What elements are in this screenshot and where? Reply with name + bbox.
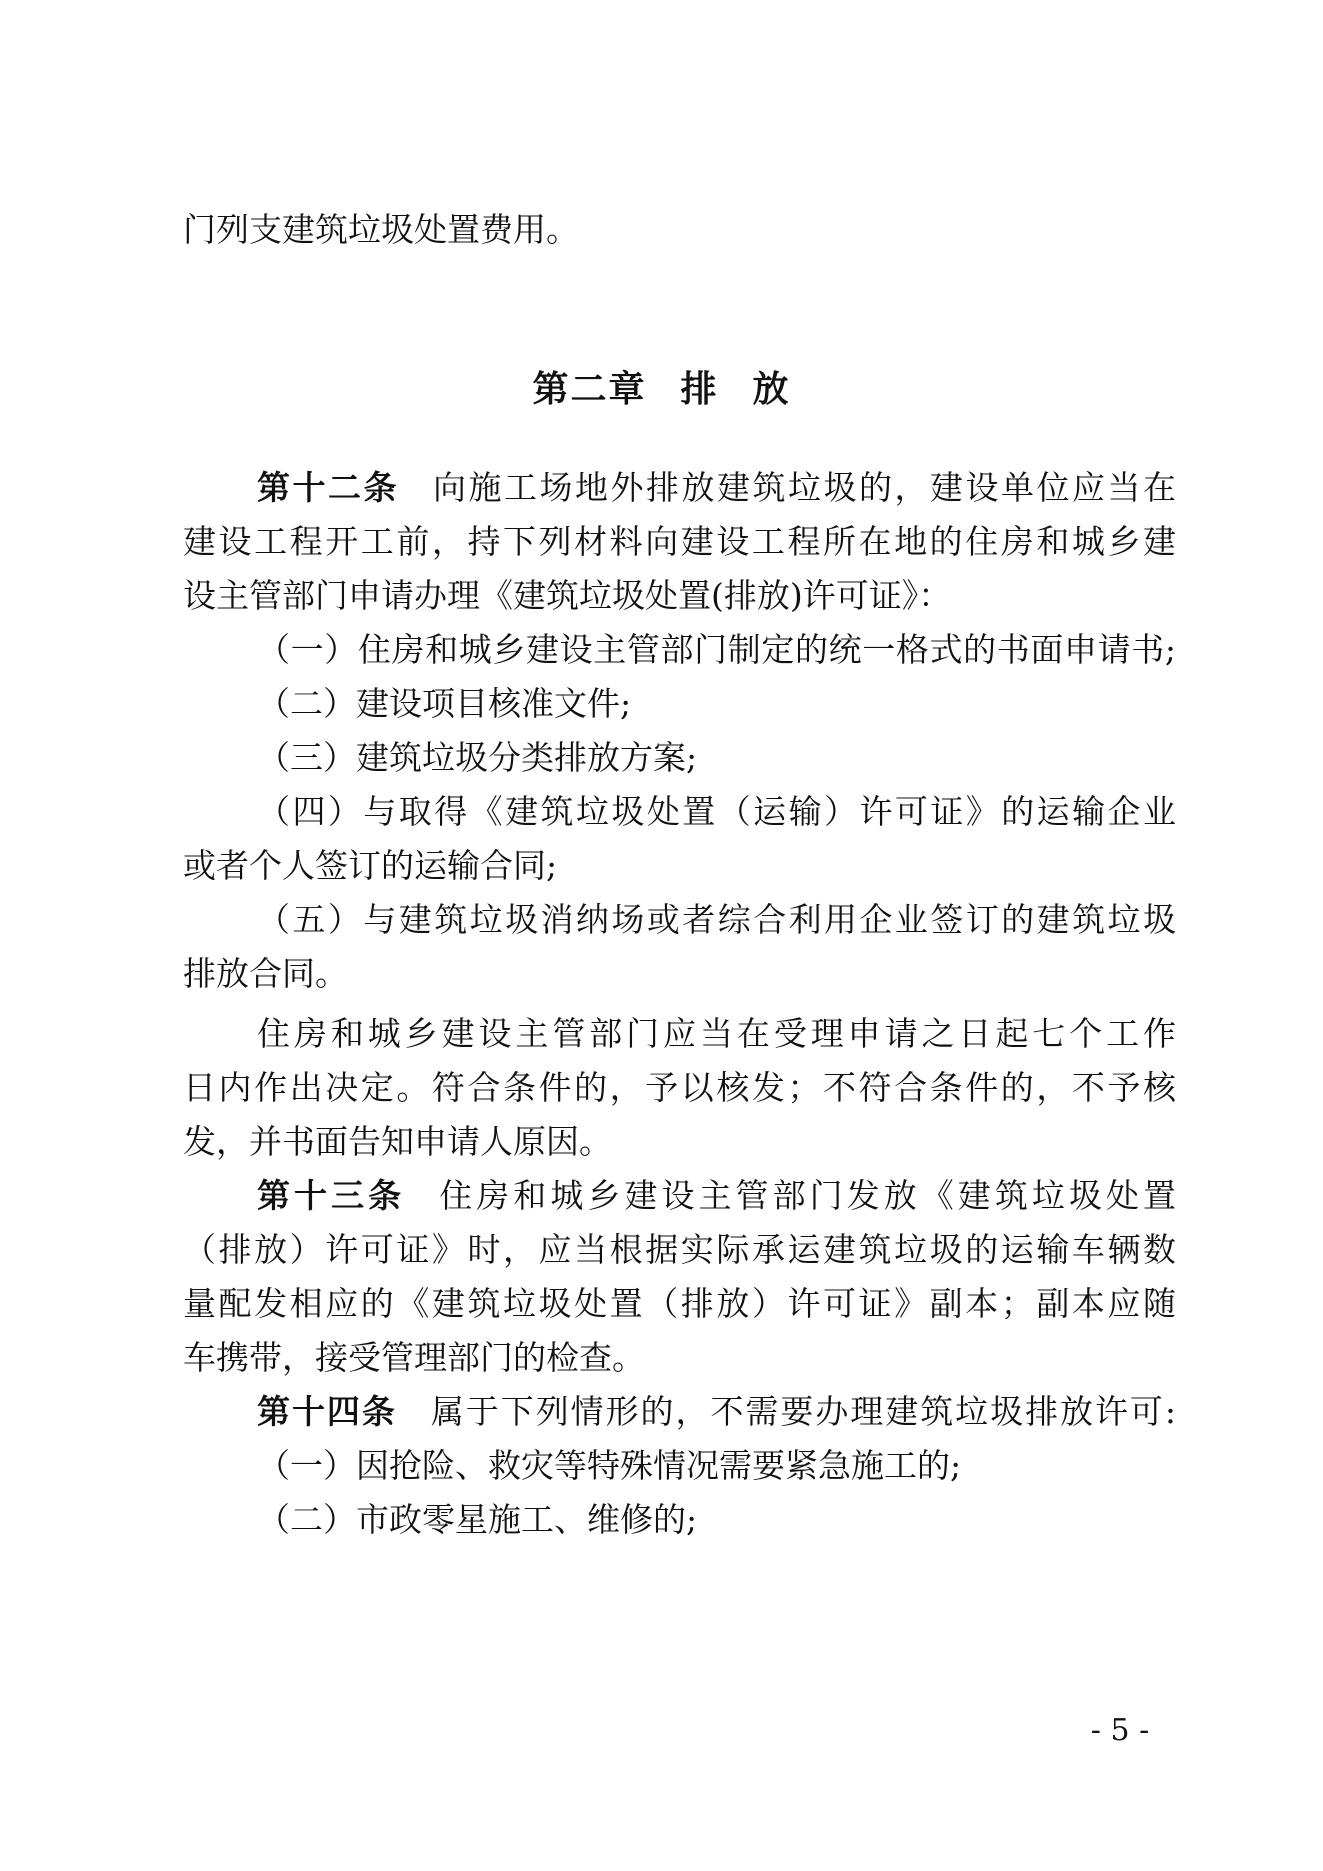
article-14-line-1 [257, 1382, 1176, 1442]
article-12-para-2-line-2: 日内作出决定。符合条件的，予以核发；不符合条件的，不予核 [183, 1068, 1176, 1107]
chapter-title [0, 360, 1323, 420]
article-13-line-3: 量配发相应的《建筑垃圾处置（排放）许可证》副本；副本应随 [183, 1284, 1176, 1323]
article-12-para-2-line-1: 住房和城乡建设主管部门应当在受理申请之日起七个工作 [257, 1014, 1176, 1053]
article-12-item-1: （一）住房和城乡建设主管部门制定的统一格式的书面申请书; [257, 630, 1176, 669]
article-12-item-5-line-1: （五）与建筑垃圾消纳场或者综合利用企业签订的建筑垃圾 [257, 900, 1176, 939]
page-number: - 5 - [1090, 1713, 1150, 1748]
article-12-item-4-line-2: 或者个人签订的运输合同; [183, 846, 558, 885]
chapter-number: 第二章 [532, 369, 647, 410]
article-12-line-3: 设主管部门申请办理《建筑垃圾处置(排放)许可证》： [183, 576, 952, 615]
article-14-label: 第十四条 [257, 1392, 397, 1431]
article-12-para-2-line-3: 发，并书面告知申请人原因。 [183, 1122, 612, 1161]
article-14-line-1-text: 属于下列情形的，不需要办理建筑垃圾排放许可: [430, 1392, 1177, 1431]
article-14-item-1: （一）因抢险、救灾等特殊情况需要紧急施工的; [257, 1446, 962, 1485]
article-13-label: 第十三条 [257, 1176, 406, 1215]
intro-line: 门列支建筑垃圾处置费用。 [183, 210, 579, 249]
article-12-item-4-line-1: （四）与取得《建筑垃圾处置（运输）许可证》的运输企业 [257, 792, 1176, 831]
article-12-item-3: （三）建筑垃圾分类排放方案; [257, 738, 698, 777]
article-12-line-1-text: 向施工场地外排放建筑垃圾的，建设单位应当在 [433, 468, 1176, 507]
article-12-line-2: 建设工程开工前，持下列材料向建设工程所在地的住房和城乡建 [183, 522, 1176, 561]
article-14-item-2: （二）市政零星施工、维修的; [257, 1500, 698, 1539]
article-13-line-1-text: 住房和城乡建设主管部门发放《建筑垃圾处置 [439, 1176, 1177, 1215]
article-13-line-1 [257, 1166, 1176, 1226]
article-12-line-1 [257, 458, 1176, 518]
chapter-title-part1: 排 [680, 369, 719, 410]
chapter-title-part2: 放 [752, 369, 791, 410]
article-13-line-4: 车携带，接受管理部门的检查。 [183, 1338, 645, 1377]
article-12-item-2: （二）建设项目核准文件; [257, 684, 632, 723]
article-13-line-2: （排放）许可证》时，应当根据实际承运建筑垃圾的运输车辆数 [183, 1230, 1176, 1269]
article-12-item-5-line-2: 排放合同。 [183, 954, 348, 993]
article-12-label: 第十二条 [257, 468, 399, 507]
